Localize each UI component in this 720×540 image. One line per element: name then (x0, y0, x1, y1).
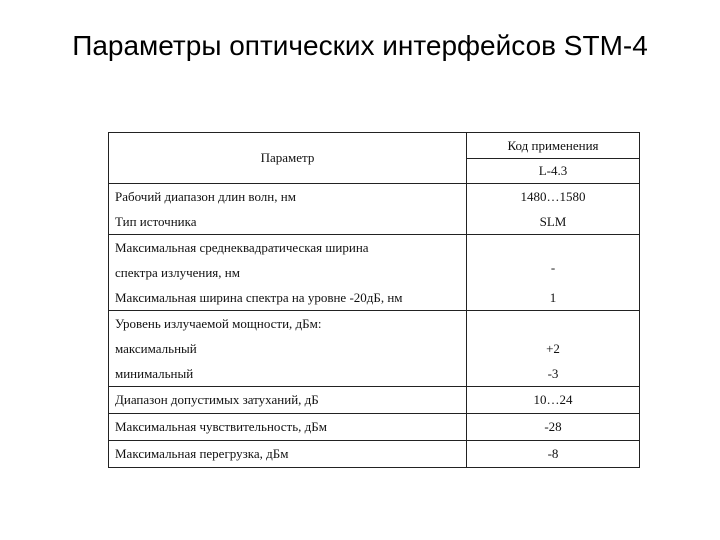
header-mode: L-4.3 (467, 159, 640, 184)
row-value: 1 (467, 285, 640, 311)
table-row (109, 387, 640, 414)
row-value (467, 311, 640, 337)
table-row (109, 235, 640, 261)
row-value: -28 (467, 414, 640, 441)
table-row (109, 311, 640, 337)
row-value (467, 235, 640, 261)
row-label: Диапазон допустимых затуханий, дБ (109, 387, 467, 414)
row-label: спектра излучения, нм (109, 260, 467, 285)
row-value: +2 (467, 336, 640, 361)
row-value: 10…24 (467, 387, 640, 414)
header-application-code: Код применения (467, 133, 640, 159)
row-label: Уровень излучаемой мощности, дБм: (109, 311, 467, 337)
parameters-table (108, 132, 640, 468)
table-row (109, 361, 640, 387)
table-row (109, 209, 640, 235)
row-value: -3 (467, 361, 640, 387)
row-label: Максимальная среднеквадратическая ширина (109, 235, 467, 261)
row-label: Максимальная перегрузка, дБм (109, 441, 467, 468)
row-label: Тип источника (109, 209, 467, 235)
table-row (109, 184, 640, 210)
table-header-row (109, 133, 640, 159)
table-row (109, 285, 640, 311)
row-label: минимальный (109, 361, 467, 387)
row-label: Максимальная чувствительность, дБм (109, 414, 467, 441)
table-row (109, 336, 640, 361)
row-label: Максимальная ширина спектра на уровне -20дБ, нм (109, 285, 467, 311)
table-row (109, 441, 640, 468)
slide-title: Параметры оптических интерфейсов STM-4 (72, 30, 648, 61)
row-value: SLM (467, 209, 640, 235)
header-parameter: Параметр (109, 133, 467, 184)
row-value: - (467, 260, 640, 285)
row-value: -8 (467, 441, 640, 468)
table-row (109, 260, 640, 285)
table-row (109, 414, 640, 441)
row-value: 1480…1580 (467, 184, 640, 210)
row-label: максимальный (109, 336, 467, 361)
row-label: Рабочий диапазон длин волн, нм (109, 184, 467, 210)
